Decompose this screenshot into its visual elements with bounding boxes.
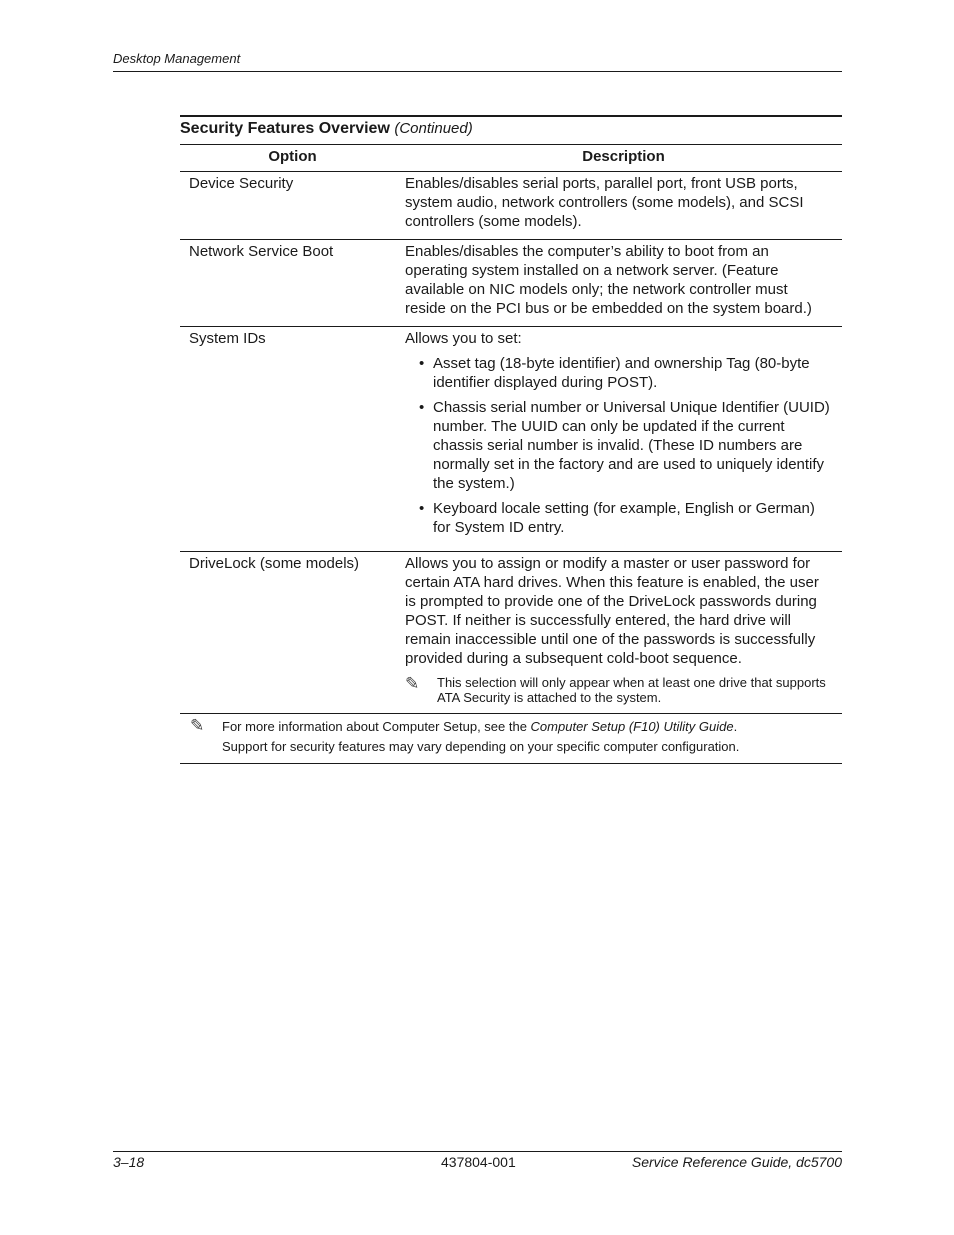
description-cell bbox=[405, 174, 842, 231]
table-title-suffix: (Continued) bbox=[394, 120, 473, 137]
option-cell: Network Service Boot bbox=[189, 243, 334, 260]
bullet-text: Chassis serial number or Universal Unique Identifier (UUID) number. The UUID can only be updated if the current chassis serial number is invalid. (These ID numbers are normally set in the factory and are used to uniquely identify the system.) bbox=[433, 399, 830, 492]
description-cell bbox=[405, 329, 842, 543]
footnote-body bbox=[222, 717, 739, 757]
page-number: 3–18 bbox=[113, 1154, 145, 1170]
drivelock-note bbox=[405, 675, 832, 705]
bullet-item bbox=[405, 499, 832, 537]
footnote-line-2: Support for security features may vary depending on your specific computer configuration. bbox=[222, 739, 740, 754]
footnote-punct: . bbox=[733, 719, 738, 734]
description-cell bbox=[405, 242, 842, 318]
table-row bbox=[180, 240, 842, 327]
document-number: 437804-001 bbox=[441, 1154, 516, 1170]
bullet-icon: • bbox=[419, 500, 425, 517]
header-divider bbox=[113, 71, 842, 72]
option-cell: DriveLock (some models) bbox=[189, 555, 360, 572]
running-header: Desktop Management bbox=[113, 51, 241, 66]
description-text: Allows you to assign or modify a master or user password for certain ATA hard drives. When this feature is enabled, the user is prompted to provide one of the DriveLock passwords during POST. If neither is successfully entered, the hard drive will remain inaccessible until one of the passwords is successfully provided during a subsequent cold-boot sequence. bbox=[405, 555, 819, 667]
footer-divider bbox=[113, 1151, 842, 1152]
guide-reference: Computer Setup (F10) Utility Guide bbox=[530, 719, 734, 734]
description-cell bbox=[405, 554, 842, 705]
bullet-item bbox=[405, 398, 832, 493]
security-features-table bbox=[180, 115, 842, 764]
table-row bbox=[180, 172, 842, 240]
table-row bbox=[180, 327, 842, 552]
bullet-text: Keyboard locale setting (for example, English or German) for System ID entry. bbox=[433, 500, 815, 536]
description-text: Enables/disables the computer’s ability to boot from an operating system installed on a network server. (Feature available on NIC models only; the network controller must reside on the PCI bus or be embedded on the system board.) bbox=[405, 243, 812, 317]
description-text: Allows you to set: bbox=[405, 330, 522, 347]
footnote-text: For more information about Computer Setup, see the bbox=[222, 719, 531, 734]
table-title-text: Security Features Overview bbox=[180, 120, 390, 137]
guide-title: Service Reference Guide, dc5700 bbox=[631, 1154, 842, 1170]
column-header-option: Option bbox=[268, 148, 317, 165]
option-cell: System IDs bbox=[189, 330, 266, 347]
table-title bbox=[180, 115, 842, 145]
column-header-description: Description bbox=[582, 148, 665, 165]
pencil-icon: ✎ bbox=[190, 716, 205, 735]
table-header-row bbox=[180, 145, 842, 172]
bullet-item bbox=[405, 354, 832, 392]
pencil-icon: ✎ bbox=[405, 674, 420, 693]
note-text: This selection will only appear when at least one drive that supports ATA Security is attached to the system. bbox=[437, 675, 826, 705]
bullet-icon: • bbox=[419, 355, 425, 372]
footnote-line-1 bbox=[222, 717, 739, 737]
description-text: Enables/disables serial ports, parallel port, front USB ports, system audio, network controllers (some models), and SCSI controllers (some models). bbox=[405, 175, 804, 230]
table-row bbox=[180, 552, 842, 714]
option-cell: Device Security bbox=[189, 175, 294, 192]
bullet-icon: • bbox=[419, 399, 425, 416]
table-footnote bbox=[180, 714, 842, 764]
bullet-list bbox=[405, 354, 832, 537]
bullet-text: Asset tag (18-byte identifier) and ownership Tag (80-byte identifier displayed during POST). bbox=[433, 355, 810, 391]
